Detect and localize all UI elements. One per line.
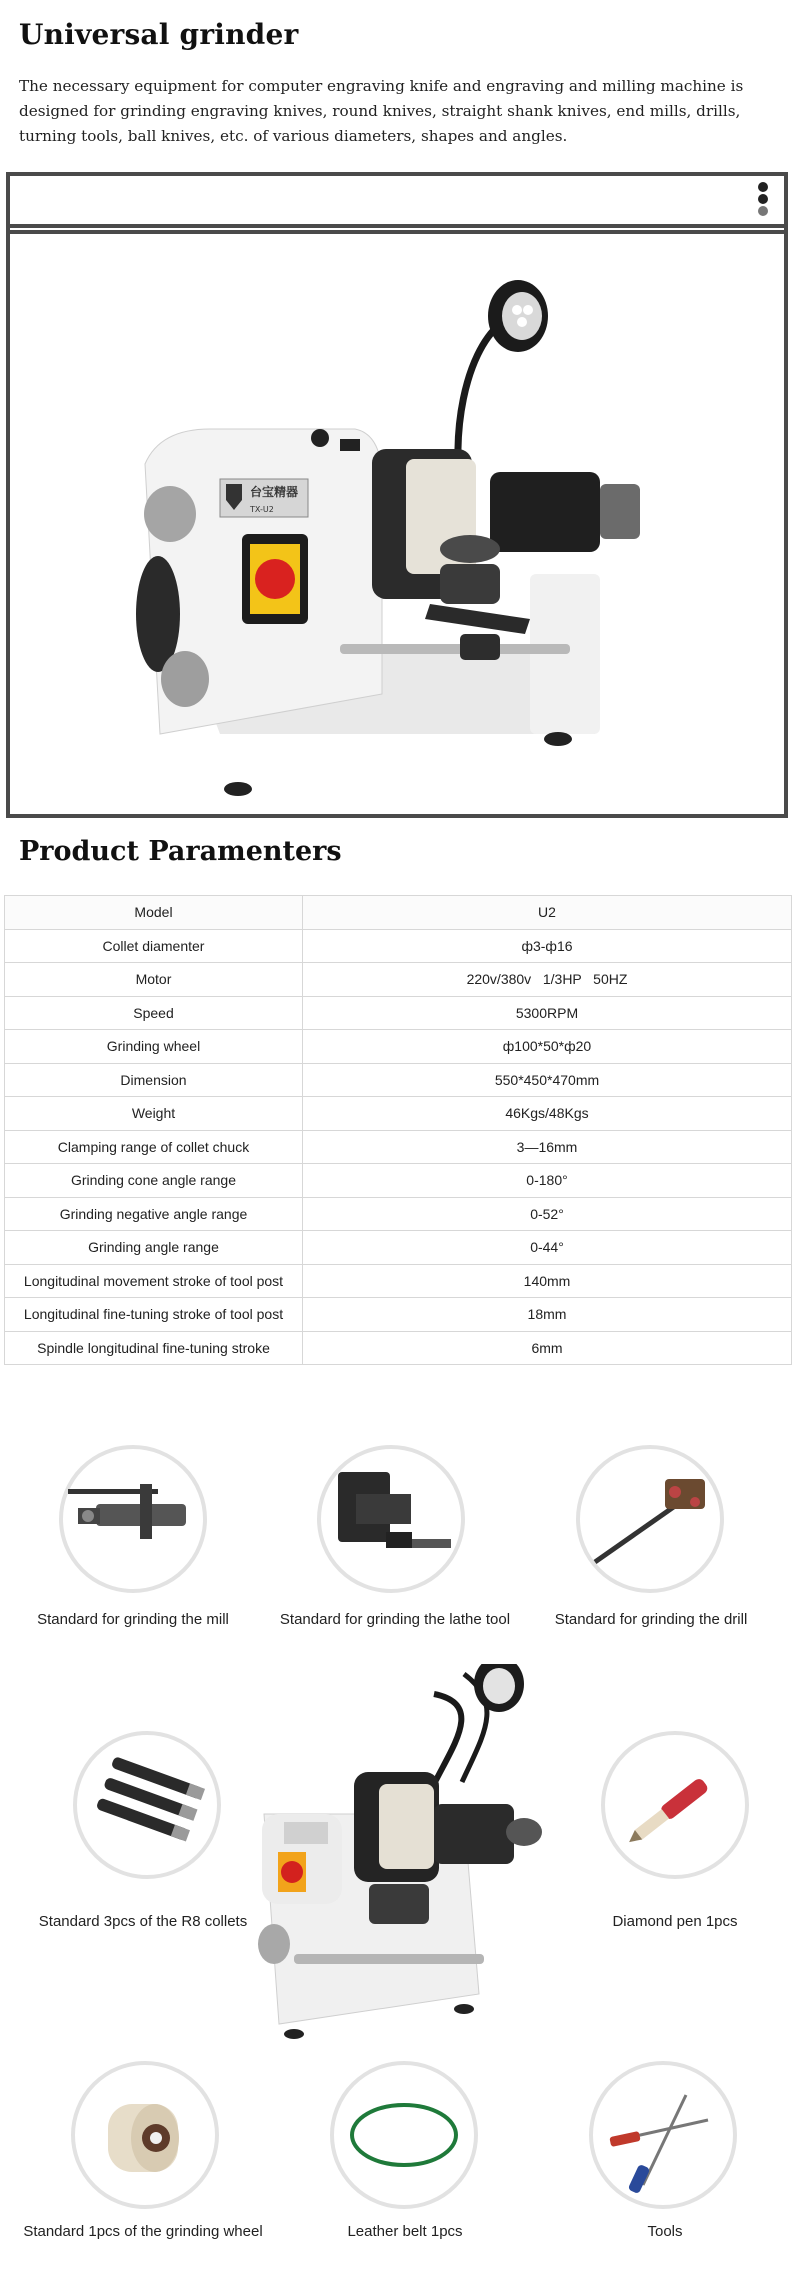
accessory-label-diamond-pen: Diamond pen 1pcs — [612, 1913, 738, 1930]
gallery-top-bar — [10, 176, 784, 228]
param-value: 0-52° — [303, 1197, 792, 1231]
param-name: Clamping range of collet chuck — [5, 1130, 303, 1164]
accessory-label-tools: Tools — [647, 2223, 683, 2240]
table-row — [5, 996, 792, 1030]
brand-plate-model: TX-U2 — [250, 505, 274, 514]
table-row — [5, 1030, 792, 1064]
param-name: Grinding angle range — [5, 1231, 303, 1265]
table-row — [5, 1097, 792, 1131]
param-name: Longitudinal fine-tuning stroke of tool post — [5, 1298, 303, 1332]
grinding-wheel-icon — [70, 2060, 220, 2210]
r8-collets-icon — [72, 1730, 222, 1880]
gallery-dot-1[interactable] — [758, 182, 768, 192]
param-value: 5300RPM — [303, 996, 792, 1030]
screwdriver-tools-icon — [588, 2060, 738, 2210]
parameters-section-title: Product Paramenters — [19, 836, 342, 867]
gallery-pagination[interactable] — [758, 182, 770, 218]
gallery-dot-3[interactable] — [758, 206, 768, 216]
param-name: Grinding negative angle range — [5, 1197, 303, 1231]
param-value: 550*450*470mm — [303, 1063, 792, 1097]
param-name: Longitudinal movement stroke of tool post — [5, 1264, 303, 1298]
drill-attachment-icon — [575, 1444, 725, 1594]
table-row — [5, 1063, 792, 1097]
accessory-label-mill: Standard for grinding the mill — [37, 1611, 229, 1628]
param-value: 3—16mm — [303, 1130, 792, 1164]
param-value: 220v/380v 1/3HP 50HZ — [303, 963, 792, 997]
param-value: U2 — [303, 896, 792, 930]
table-row — [5, 896, 792, 930]
svg-text:台宝精器: 台宝精器 — [250, 485, 299, 499]
param-name: Collet diamenter — [5, 929, 303, 963]
parameters-table — [4, 895, 792, 1365]
table-row — [5, 1164, 792, 1198]
param-name: Dimension — [5, 1063, 303, 1097]
param-value: ф100*50*ф20 — [303, 1030, 792, 1064]
product-gallery — [6, 172, 788, 818]
table-row — [5, 1197, 792, 1231]
universal-grinder-accessory-image — [234, 1664, 574, 2060]
table-row — [5, 1298, 792, 1332]
product-description: The necessary equipment for computer engraving knife and engraving and milling machine is designed for grinding engraving knives, round knives, straight shank knives, end mills, drills, turning tools, ball knives, etc. of various diameters, shapes and angles. — [19, 77, 744, 145]
table-row — [5, 1231, 792, 1265]
param-name: Speed — [5, 996, 303, 1030]
table-row — [5, 963, 792, 997]
accessory-label-r8-collets: Standard 3pcs of the R8 collets — [38, 1913, 248, 1930]
param-name: Spindle longitudinal fine-tuning stroke — [5, 1331, 303, 1365]
param-name: Grinding cone angle range — [5, 1164, 303, 1198]
mill-attachment-icon — [58, 1444, 208, 1594]
table-row — [5, 1130, 792, 1164]
param-value: 0-44° — [303, 1231, 792, 1265]
param-name: Grinding wheel — [5, 1030, 303, 1064]
table-row — [5, 929, 792, 963]
accessory-label-grinding-wheel: Standard 1pcs of the grinding wheel — [23, 2223, 263, 2240]
gallery-dot-2[interactable] — [758, 194, 768, 204]
leather-belt-icon — [329, 2060, 479, 2210]
param-value: 18mm — [303, 1298, 792, 1332]
param-value: 6mm — [303, 1331, 792, 1365]
param-value: 0-180° — [303, 1164, 792, 1198]
lathe-tool-attachment-icon — [316, 1444, 466, 1594]
diamond-pen-icon — [600, 1730, 750, 1880]
accessory-label-leather-belt: Leather belt 1pcs — [347, 2223, 463, 2240]
param-name: Model — [5, 896, 303, 930]
param-value: 140mm — [303, 1264, 792, 1298]
table-row — [5, 1331, 792, 1365]
param-value: 46Kgs/48Kgs — [303, 1097, 792, 1131]
param-name: Motor — [5, 963, 303, 997]
universal-grinder-main-image — [10, 234, 784, 814]
accessory-label-lathe-tool: Standard for grinding the lathe tool — [279, 1611, 511, 1628]
param-value: ф3-ф16 — [303, 929, 792, 963]
param-name: Weight — [5, 1097, 303, 1131]
page-title: Universal grinder — [19, 18, 299, 51]
table-row — [5, 1264, 792, 1298]
accessory-label-drill: Standard for grinding the drill — [554, 1611, 748, 1628]
